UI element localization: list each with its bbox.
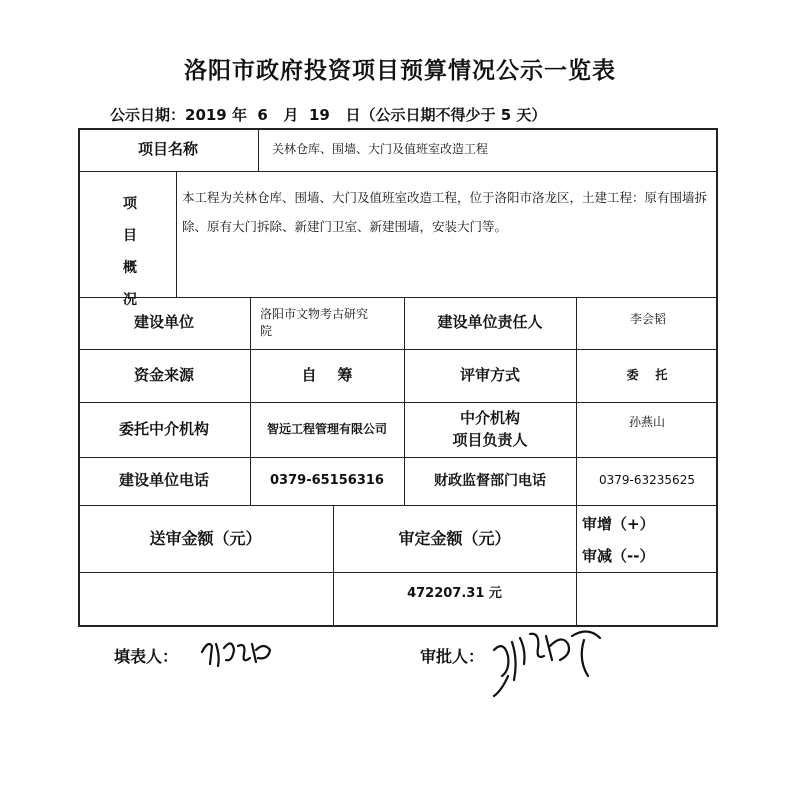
agency-value: 智远工程管理有限公司 bbox=[266, 421, 387, 436]
overview-text: 本工程为关林仓库、围墙、大门及值班室改造工程，位于洛阳市洛龙区，土建工程：原有围墙拆除、原有大门拆除、新建门卫室、新建围墙，安装大门等。 bbox=[182, 190, 708, 234]
approved-amount-value: 472207.31 元 bbox=[407, 586, 502, 602]
finance-phone-label: 财政监督部门电话 bbox=[434, 472, 546, 489]
review-method-label: 评审方式 bbox=[459, 365, 520, 384]
agency-head-label: 中介机构 项目负责人 bbox=[452, 408, 528, 449]
review-method-value: 委 托 bbox=[626, 367, 668, 382]
increase-label: 审增（+） bbox=[582, 515, 655, 534]
submitted-amount-value bbox=[78, 572, 333, 627]
project-name-value: 关林仓库、围墙、大门及值班室改造工程 bbox=[272, 141, 489, 156]
project-name-label: 项目名称 bbox=[137, 139, 198, 158]
agency-head-value: 孙燕山 bbox=[628, 415, 665, 429]
funding-source-label: 资金来源 bbox=[133, 365, 194, 384]
approved-amount-label: 审定金额（元） bbox=[398, 528, 511, 548]
row-divider bbox=[78, 171, 718, 172]
unit-phone-value: 0379-65156316 bbox=[270, 472, 384, 488]
approver-label: 审批人： bbox=[420, 647, 485, 666]
finance-phone-value: 0379-63235625 bbox=[599, 473, 695, 488]
overview-label-char: 项 bbox=[123, 196, 137, 212]
submitted-amount-label: 送审金额（元） bbox=[149, 528, 262, 548]
col-divider bbox=[258, 128, 259, 171]
responsible-person-label: 建设单位责任人 bbox=[437, 313, 543, 332]
document-title: 洛阳市政府投资项目预算情况公示一览表 bbox=[184, 58, 616, 84]
decrease-label: 审减（--） bbox=[582, 547, 655, 566]
construction-unit-value: 洛阳市文物考古研究院 bbox=[260, 306, 369, 338]
filler-signature bbox=[198, 632, 278, 672]
funding-source-value: 自 筹 bbox=[301, 365, 353, 384]
change-amount-value bbox=[576, 572, 718, 627]
agency-label: 委托中介机构 bbox=[118, 419, 209, 438]
approver-signature bbox=[488, 620, 608, 700]
overview-label-char: 概 bbox=[123, 260, 137, 276]
unit-phone-label: 建设单位电话 bbox=[118, 471, 209, 490]
overview-label-char: 目 bbox=[123, 228, 137, 244]
filler-label: 填表人： bbox=[114, 647, 179, 666]
col-divider bbox=[176, 171, 177, 297]
overview-label-char: 况 bbox=[123, 292, 137, 308]
construction-unit-label: 建设单位 bbox=[133, 313, 194, 332]
responsible-person-value: 李会韬 bbox=[629, 312, 666, 326]
publication-date: 公示日期：2019 年 6 月 19 日（公示日期不得少于 5 天） bbox=[110, 106, 547, 124]
